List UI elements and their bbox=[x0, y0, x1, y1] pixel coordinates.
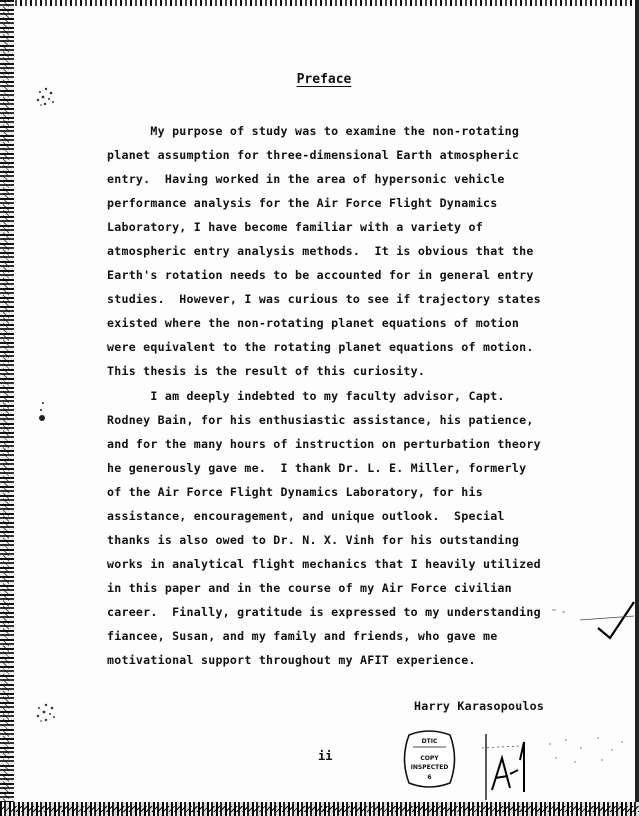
scan-speck bbox=[36, 398, 50, 426]
scan-edge-bottom bbox=[0, 802, 639, 816]
scan-speck bbox=[34, 702, 60, 724]
text-line: My purpose of study was to examine the non-rotating bbox=[107, 124, 520, 138]
text-line: were equivalent to the rotating planet equations of motion. bbox=[107, 340, 534, 355]
stamp-line-2: COPY bbox=[420, 755, 439, 762]
text-line: Laboratory, I have become familiar with a variety of bbox=[107, 220, 483, 235]
text-line: in this paper and in the course of my Air Force civilian bbox=[107, 580, 512, 595]
text-line: entry. Having worked in the area of hypersonic vehicle bbox=[107, 172, 505, 187]
text-line: works in analytical flight mechanics that I heavily utilized bbox=[107, 556, 541, 571]
text-line: of the Air Force Flight Dynamics Laboratory, for his bbox=[107, 484, 483, 499]
scan-edge-top bbox=[0, 0, 639, 6]
text-line: and for the many hours of instruction on perturbation theory bbox=[107, 436, 541, 451]
dtic-inspected-stamp bbox=[401, 729, 458, 789]
text-line: assistance, encouragement, and unique outlook. Special bbox=[107, 508, 505, 523]
page-title bbox=[0, 72, 639, 87]
stamp-line-1: DTIC bbox=[421, 738, 438, 745]
text-line: Earth's rotation needs to be accounted for in general entry bbox=[107, 268, 534, 283]
text-line: fiancee, Susan, and my family and friends, who gave me bbox=[107, 628, 498, 643]
page-title-text: Preface bbox=[296, 72, 352, 87]
preface-body bbox=[107, 119, 547, 672]
stamp-line-4: 6 bbox=[427, 774, 432, 781]
text-line: I am deeply indebted to my faculty advisor, Capt. bbox=[107, 388, 505, 403]
text-line: planet assumption for three-dimensional Earth atmospheric bbox=[107, 148, 520, 163]
stamp-line-3: INSPECTED bbox=[410, 764, 449, 771]
scan-edge-right bbox=[635, 0, 639, 816]
text-line: career. Finally, gratitude is expressed to my understanding bbox=[107, 604, 541, 619]
author-signature: Harry Karasopoulos bbox=[414, 699, 545, 713]
page-number: ii bbox=[318, 749, 333, 763]
text-line: thanks is also owed to Dr. N. X. Vinh for his outstanding bbox=[107, 532, 520, 547]
scan-speck bbox=[34, 86, 58, 108]
text-line: This thesis is the result of this curiosity. bbox=[107, 364, 426, 379]
text-line: performance analysis for the Air Force Flight Dynamics bbox=[107, 196, 498, 211]
text-line: he generously gave me. I thank Dr. L. E. Miller, formerly bbox=[107, 460, 527, 475]
margin-check-mark bbox=[550, 598, 635, 648]
scan-edge-left bbox=[0, 0, 14, 816]
text-line: Rodney Bain, for his enthusiastic assistance, his patience, bbox=[107, 412, 534, 427]
text-line: atmospheric entry analysis methods. It is obvious that the bbox=[107, 244, 534, 259]
text-line: motivational support throughout my AFIT experience. bbox=[107, 653, 476, 668]
text-line: existed where the non-rotating planet equations of motion bbox=[107, 316, 520, 331]
text-line: studies. However, I was curious to see if trajectory states bbox=[107, 292, 541, 307]
handwritten-code bbox=[480, 730, 630, 800]
